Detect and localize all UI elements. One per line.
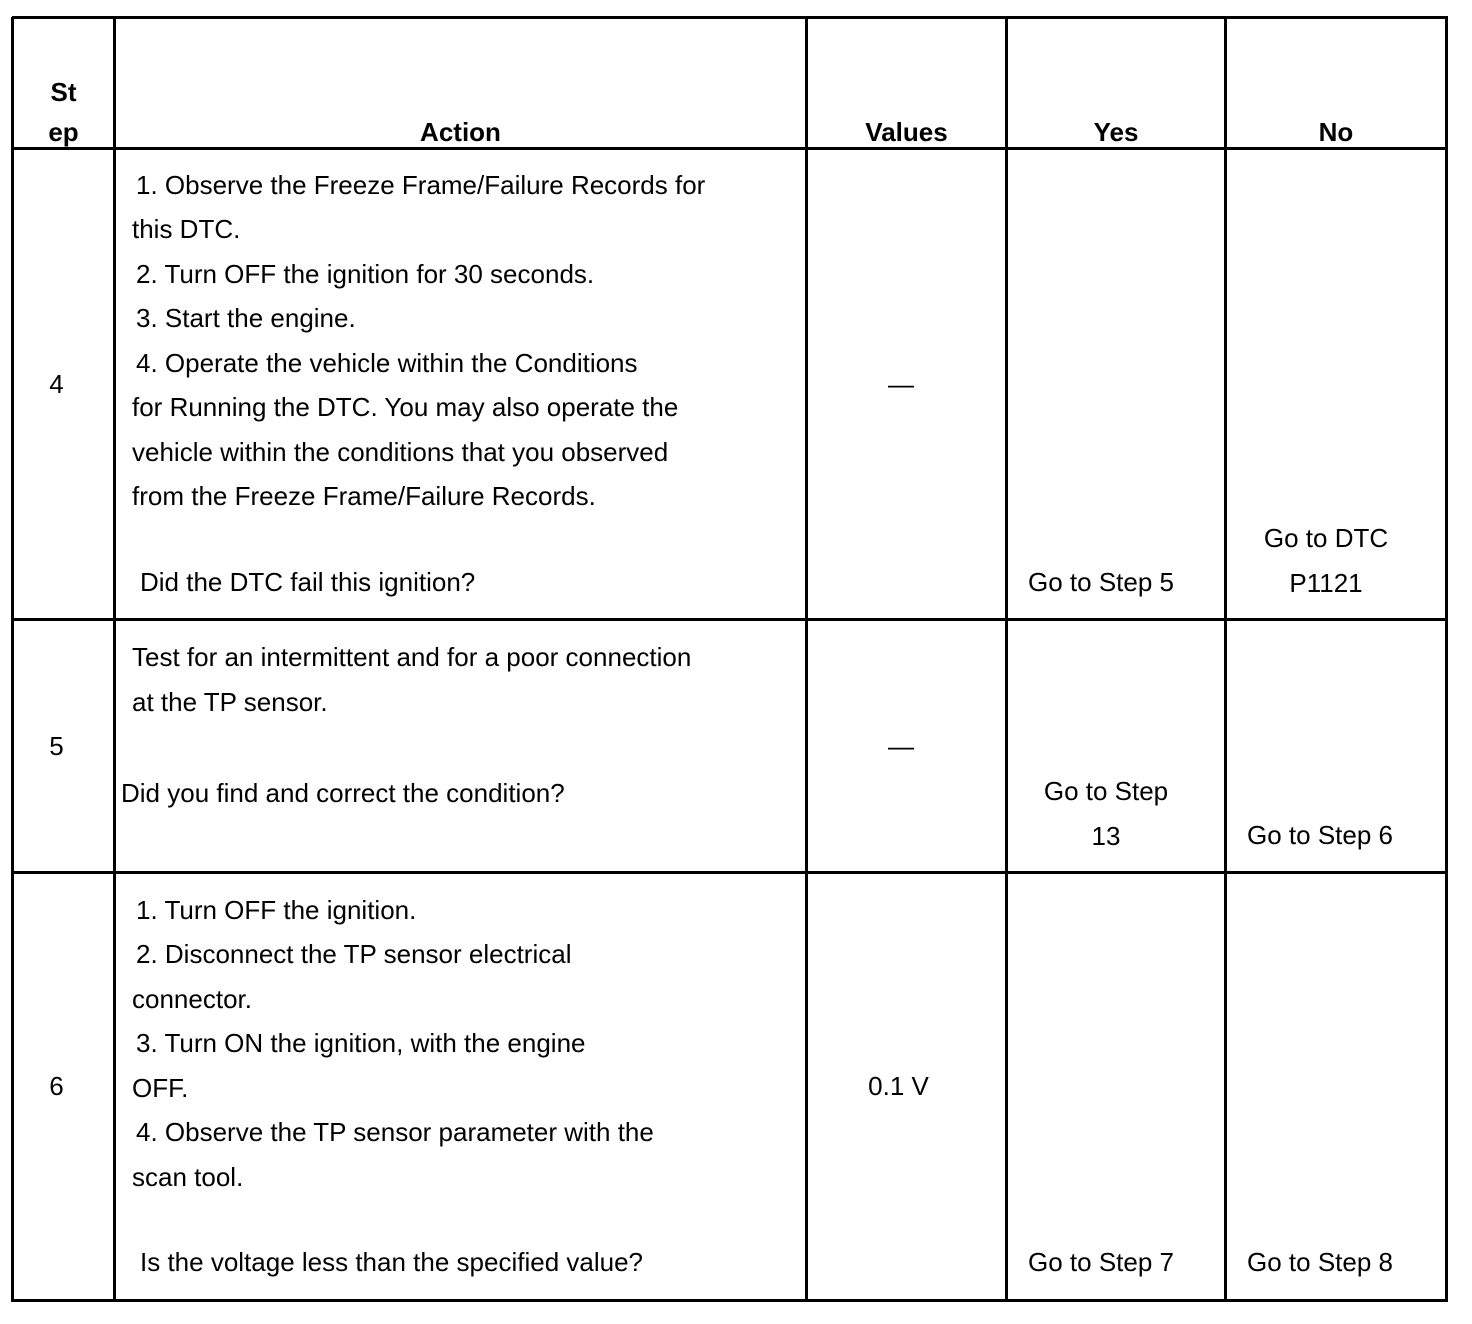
action-line: 2. Turn OFF the ignition for 30 seconds. xyxy=(136,259,595,289)
table-border-left xyxy=(11,17,14,1302)
column-divider xyxy=(113,17,116,1302)
row-divider xyxy=(12,871,1448,874)
no-cell xyxy=(1227,516,1425,605)
action-line: scan tool. xyxy=(132,1162,244,1192)
yes-cell-line: 13 xyxy=(1091,820,1121,851)
table-border-bottom xyxy=(12,1299,1448,1302)
no-cell-line: P1121 xyxy=(1289,567,1363,598)
header-step-line1: St xyxy=(50,77,77,107)
no-cell-line: Go to DTC xyxy=(1263,523,1389,553)
header-action: Action xyxy=(420,117,501,147)
step-number: 5 xyxy=(49,731,64,761)
action-line: at the TP sensor. xyxy=(132,687,328,717)
action-line: from the Freeze Frame/Failure Records. xyxy=(132,481,596,511)
action-line: vehicle within the conditions that you observed xyxy=(132,437,669,467)
table-border-right xyxy=(1445,17,1448,1302)
value-cell: — xyxy=(888,369,914,399)
header-step-line2: ep xyxy=(48,117,79,147)
action-line: 4. Observe the TP sensor parameter with the xyxy=(136,1117,654,1147)
header-no: No xyxy=(1318,117,1354,147)
header-step xyxy=(14,72,113,152)
column-divider xyxy=(1224,17,1227,1302)
step-number: 6 xyxy=(49,1071,64,1101)
column-divider xyxy=(805,17,808,1302)
yes-cell: Go to Step 5 xyxy=(1028,567,1174,597)
value-cell: — xyxy=(888,731,914,761)
value-cell: 0.1 V xyxy=(868,1071,929,1101)
action-line: OFF. xyxy=(132,1073,189,1103)
action-question: Did you find and correct the condition? xyxy=(121,778,565,808)
action-line: connector. xyxy=(132,984,252,1014)
yes-cell xyxy=(1008,769,1204,858)
action-line: 3. Turn ON the ignition, with the engine xyxy=(136,1028,586,1058)
header-values: Values xyxy=(865,117,948,147)
header-yes: Yes xyxy=(1093,117,1139,147)
yes-cell-line: Go to Step xyxy=(1043,776,1169,806)
table-border-top xyxy=(12,16,1448,19)
column-divider xyxy=(1005,17,1008,1302)
no-cell: Go to Step 6 xyxy=(1247,820,1393,850)
action-line: 3. Start the engine. xyxy=(136,303,356,333)
yes-cell: Go to Step 7 xyxy=(1028,1247,1174,1277)
action-question: Did the DTC fail this ignition? xyxy=(140,567,476,597)
action-line: Test for an intermittent and for a poor connection xyxy=(132,642,692,672)
no-cell: Go to Step 8 xyxy=(1247,1247,1393,1277)
action-question: Is the voltage less than the specified value? xyxy=(140,1247,643,1277)
action-line: this DTC. xyxy=(132,214,241,244)
action-line: for Running the DTC. You may also operate the xyxy=(132,392,679,422)
action-line: 2. Disconnect the TP sensor electrical xyxy=(136,939,572,969)
action-line: 1. Observe the Freeze Frame/Failure Records for xyxy=(136,170,706,200)
row-divider xyxy=(12,618,1448,621)
step-number: 4 xyxy=(49,369,64,399)
action-line: 4. Operate the vehicle within the Conditions xyxy=(136,348,638,378)
action-line: 1. Turn OFF the ignition. xyxy=(136,895,417,925)
